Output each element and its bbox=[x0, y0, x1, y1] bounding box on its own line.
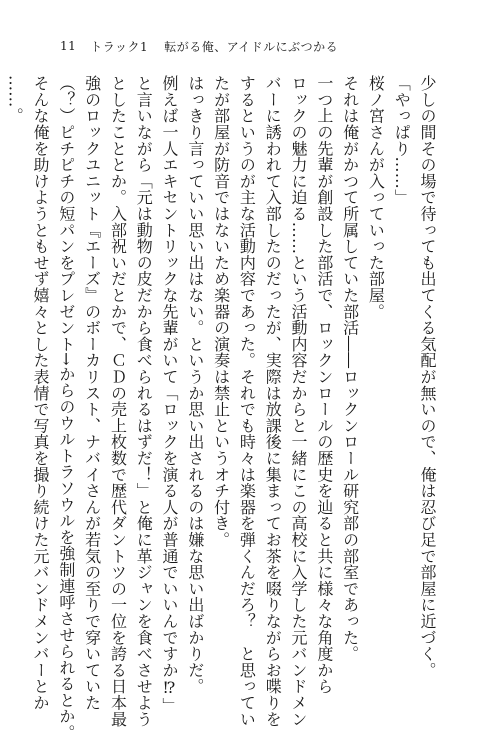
text-line: たが部屋が防音ではないため楽器の演奏は禁止というオチ付き。 bbox=[211, 75, 231, 548]
page-number: 11 bbox=[60, 39, 77, 53]
text-line: 「やっぱり……」 bbox=[392, 75, 412, 206]
text-line: するというのが主な活動内容であった。それでも時々は楽器を弾くんだろ？ と思ってい bbox=[237, 75, 257, 727]
chapter-label: トラック1 bbox=[90, 39, 149, 54]
text-line: 一つ上の先輩が創設した部活で、ロックンロールの歴史を辿ると共に様々な角度から bbox=[314, 75, 334, 695]
text-line: ロックの魅力に迫る……という活動内容だからと一緒にこの高校に入学した元バンドメン bbox=[289, 75, 309, 727]
text-line: 桜ノ宮さんが入っていった部屋。 bbox=[366, 75, 386, 320]
text-line: バーに誘われて入部したのだったが、実際は放課後に集まってお茶を啜りながらお喋りを bbox=[263, 75, 283, 727]
text-line: はっきり言っていい思い出はない。というか思い出されるのは嫌な思い出ばかりだ。 bbox=[185, 75, 205, 695]
text-line: 強のロックユニット『エーズ』のボーカリスト、ナバイさんが若気の至りで穿いていた bbox=[82, 75, 102, 711]
text-line: としたこととか。入部祝いだとかで、ＣＤの売上枚数で歴代ダントツの一位を誇る日本最 bbox=[108, 75, 128, 727]
vertical-body-text bbox=[1, 75, 440, 741]
text-line: と言いながら「元は動物の皮だから食べられるはずだ！」と俺に革ジャンを食べさせよう bbox=[134, 75, 154, 727]
text-line: そんな俺を助けようともせず嬉々とした表情で写真を撮り続けた元バンドメンバーとか bbox=[31, 75, 51, 711]
text-line: 少しの間その場で待っても出てくる気配が無いので、俺は忍び足で部屋に近づく。 bbox=[418, 75, 437, 679]
text-line: （？）ピチピチの短パンをプレゼント→からのウルトラソウルを強制連呼させられるとか。 bbox=[56, 75, 76, 741]
text-line: ……。 bbox=[5, 75, 25, 124]
chapter-title: 転がる俺、アイドルにぶつかる bbox=[164, 39, 339, 54]
text-line: それは俺がかつて所属していた部活――ロックンロール研究部の部室であった。 bbox=[340, 75, 360, 662]
text-line: 例えば一人エキセントリックな先輩がいて「ロックを演る人が普通でいいんですか⁉」 bbox=[160, 75, 180, 714]
running-header bbox=[60, 36, 338, 56]
